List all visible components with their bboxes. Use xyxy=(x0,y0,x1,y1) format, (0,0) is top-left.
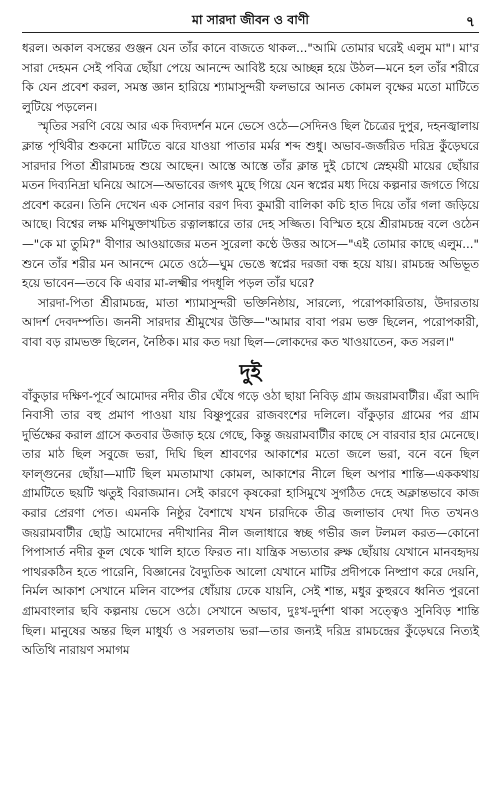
page-number: ৭ xyxy=(465,14,475,30)
paragraph: সারদা-পিতা শ্রীরামচন্দ্র, মাতা শ্যামাসুন্দরী ভক্তিনিষ্ঠায়, সারল্যে, পরোপকারিতায়, উদারতায় আদর্শ দেবদম্পতি। জননী সারদার শ্রীমুখের উক্তি—"আমার বাবা পরম ভক্ত ছিলেন, পরোপকারী, বাবা বড় রামভক্ত ছিলেন, নৈষ্ঠিক। মার কত দয়া ছিল—লোকদের কত খাওয়াতেন, কত সরল।" xyxy=(22,295,479,349)
paragraph: ধরল। অকাল বসন্তের গুঞ্জন যেন তাঁর কানে বাজতে থাকল..."আমি তোমার ঘরেই এলুম মা"। মা'র সারা দেহমন সেই পবিত্র ছোঁয়া পেয়ে আনন্দে আবিষ্ট হয়ে আচ্ছন্ন হয়ে উঠল—মনে হল তাঁর শরীরে কি যেন প্রবেশ করল, সমস্ত জ্ঞান হারিয়ে শ্যামাসুন্দরী ফলভারে আনত কোমল বৃক্ষের মতো মাটিতে লুটিয়ে পড়লেন। xyxy=(22,41,479,114)
paragraph: বাঁকুড়ার দক্ষিণ-পূর্বে আমোদর নদীর তীর ঘেঁষে গড়ে ওঠা ছায়া নিবিড় গ্রাম জয়রামবাটীর। এঁরা আদি নিবাসী তার বহু প্রমাণ পাওয়া যায় বিষ্ণুপুরের রাজবংশের দলিলে। বাঁকুড়ার গ্রামের পর গ্রাম দুর্ভিক্ষের করাল গ্রাসে কতবার উজাড় হয়ে গেছে, কিন্তু জয়রামবাটীর কাছে সে বারবার হার মেনেছে। তার মাঠ ছিল সবুজে ভরা, দিঘি ছিল শ্রাবণের আকাশের মতো জলে ভরা, বনে বনে ছিল ফাল্গুনের ছোঁয়া—মাটি ছিল মমতামাখা কোমল, আকাশের নীলে ছিল অপার শান্তি—এককথায় গ্রামটিতে ছয়টি ঋতুই বিরাজমান। সেই কারণে কৃষকেরা হাসিমুখে সুগঠিত দেহে অক্লান্তভাবে কাজ করার প্রেরণা পেত। এমনকি নিষ্ঠুর বৈশাখে যখন চারদিকে তীব্র জলাভাব দেখা দিত তখনও জয়রামবাটীর ছোট্ট আমোদের নদীখানির নীল জলাধারে স্বচ্ছ গভীর জল টলমল করত—কোনো পিপাসার্ত নদীর কূল থেকে খালি হাতে ফিরত না। যান্ত্রিক সভ্যতার রুক্ষ ছোঁয়ায় যেখানে মানবহৃদয় পাথরকঠিন হতে পারেনি, বিজ্ঞানের বৈদ্যুতিক আলো যেখানে মাটির প্রদীপকে নিষ্প্রাণ করে দেয়নি, নির্মল আকাশ সেখানে মলিন বাষ্পের ধোঁয়ায় ঢেকে যায়নি, সেই শান্ত, মধুর কুহুরবে ধ্বনিত পুরনো গ্রামবাংলার ছবি কল্পনায় ভেসে ওঠে। সেখানে অভাব, দুঃখ-দুর্দশা থাকা সত্ত্বেও সুনিবিড় শান্তি ছিল। মানুষের অন্তর ছিল মাধুর্য্য ও সরলতায় ভরা—তার জন্যই দরিদ্র রামচন্দ্রের কুঁড়েঘরে নিত্যই অতিথি নারায়ণ সমাগম xyxy=(22,388,479,658)
paragraph: স্মৃতির সরণি বেয়ে আর এক দিব্যদর্শন মনে ভেসে ওঠে—সেদিনও ছিল চৈত্রের দুপুর, দহনজ্বালায় ক্লান্ত পৃথিবীর শুকনো মাটিতে ঝরে যাওয়া পাতার মর্মর শব্দ শুধু। অভাব-জর্জরিত দরিদ্র কুঁড়েঘরে সারদার পিতা শ্রীরামচন্দ্র শুয়ে আছেন। আস্তে আস্তে তাঁর ক্লান্ত দুই চোখে স্নেহময়ী মায়ের ছোঁয়ার মতন দিব্যনিদ্রা ঘনিয়ে আসে—অভাবের জগৎ মুছে গিয়ে যেন স্বপ্নের মধ্য দিয়ে কল্পনার জগতে গিয়ে প্রবেশ করেন। তিনি দেখেন এক সোনার বরণ দিব্য কুমারী বালিকা কচি হাত দিয়ে তাঁর গলা জড়িয়ে আছে। বিশ্বের লক্ষ মণিমুক্তাখচিত রত্নালঙ্কারে তার দেহ সজ্জিত। বিস্মিত হয়ে শ্রীরামচন্দ্র বলে ওঠেন—"কে মা তুমি?" বীণার আওয়াজের মতন সুরেলা কণ্ঠে উত্তর আসে—"এই তোমার কাছে এলুম..." শুনে তাঁর শরীর মন আনন্দে মেতে ওঠে—ঘুম ভেঙে স্বপ্নের দরজা বন্ধ হয়ে যায়। রামচন্দ্র অভিভূত হয়ে ভাবেন—তবে কি এবার মা-লক্ষ্মীর পদধূলি পড়ল তাঁর ঘরে? xyxy=(22,119,479,291)
page-header xyxy=(22,8,479,33)
section-heading: দুই xyxy=(239,359,262,384)
running-title: মা সারদা জীবন ও বাণী xyxy=(191,12,310,27)
body-text xyxy=(22,39,479,661)
